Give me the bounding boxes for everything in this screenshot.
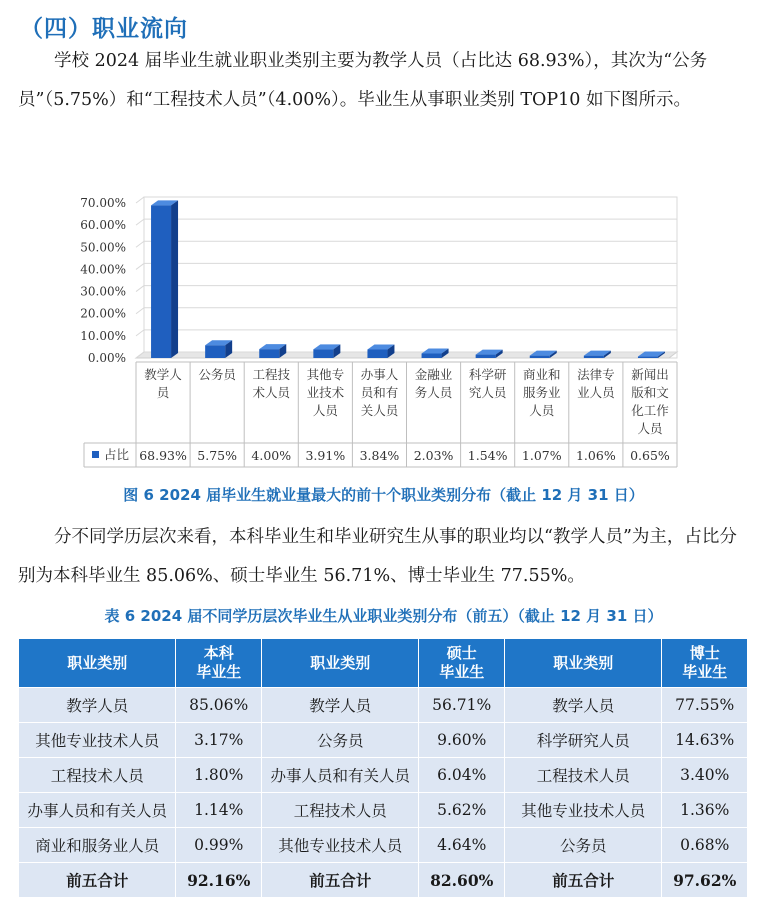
chart-back-wall — [144, 197, 677, 358]
x-category-label: 办事人 — [360, 367, 399, 382]
bar — [313, 349, 333, 358]
table-row — [19, 688, 748, 723]
occupation-cell: 教学人员 — [19, 688, 176, 723]
gridline-side — [136, 286, 144, 292]
bar — [530, 356, 550, 358]
figure-caption: 图 6 2024 届毕业生就业量最大的前十个职业类别分布（截止 12 月 31 日） — [123, 486, 644, 504]
intro-paragraph — [18, 42, 753, 120]
y-tick-label: 20.00% — [80, 306, 126, 321]
percentage-cell: 56.71% — [419, 688, 505, 723]
x-category-label: 教学人 — [144, 367, 182, 382]
occupation-cell: 公务员 — [261, 723, 418, 758]
degree-text: 分不同学历层次来看，本科毕业生和毕业研究生从事的职业均以“教学人员”为主，占比分别为本科毕业生 85.06%、硕士毕业生 56.71%、博士毕业生 77.55%。 — [18, 527, 737, 586]
percentage-cell: 9.60% — [419, 723, 505, 758]
data-value-label: 3.84% — [359, 448, 400, 463]
occupation-cell: 办事人员和有关人员 — [19, 793, 176, 828]
percentage-cell: 14.63% — [662, 723, 748, 758]
bar — [584, 356, 604, 358]
table-header-cell: 博士 毕业生 — [662, 639, 748, 688]
percentage-cell: 85.06% — [176, 688, 262, 723]
bar — [638, 357, 658, 358]
y-tick-label: 0.00% — [87, 351, 126, 365]
table-total-row — [19, 863, 748, 898]
data-value-label: 5.75% — [197, 448, 238, 463]
table-row — [19, 793, 748, 828]
gridline-side — [136, 219, 144, 225]
x-category-label: 科学研 — [468, 367, 507, 382]
degree-paragraph — [18, 518, 753, 596]
x-category-label: 商业和 — [522, 367, 561, 382]
y-tick-label: 40.00% — [80, 262, 126, 277]
occupation-cell: 商业和服务业人员 — [19, 828, 176, 863]
data-value-label: 1.06% — [575, 448, 616, 463]
data-value-label: 0.65% — [630, 448, 670, 463]
gridline-side — [136, 197, 144, 203]
x-category-label: 服务业 — [522, 385, 561, 400]
occupation-cell: 教学人员 — [261, 688, 418, 723]
percentage-cell: 5.62% — [419, 793, 505, 828]
occupation-cell: 工程技术人员 — [261, 793, 418, 828]
occupation-cell: 教学人员 — [504, 688, 661, 723]
percentage-cell: 1.80% — [176, 758, 262, 793]
table-header-cell: 硕士 毕业生 — [419, 639, 505, 688]
x-category-label: 法律专 — [577, 367, 615, 382]
gridline-side — [136, 330, 144, 336]
x-category-label: 员和有 — [360, 385, 399, 400]
x-category-label: 业人员 — [577, 385, 615, 400]
x-category-label: 究人员 — [468, 385, 507, 400]
data-value-label: 68.93% — [139, 448, 187, 463]
table-header-cell: 职业类别 — [504, 639, 661, 688]
percentage-cell: 1.36% — [662, 793, 748, 828]
x-category-label: 新闻出 — [631, 367, 669, 382]
occupation-cell: 工程技术人员 — [19, 758, 176, 793]
occupation-cell: 前五合计 — [504, 863, 661, 898]
occupation-distribution-table — [18, 638, 748, 898]
x-category-label: 人员 — [312, 403, 338, 418]
table-header-cell: 本科 毕业生 — [176, 639, 262, 688]
y-tick-label: 30.00% — [80, 284, 126, 299]
percentage-cell: 92.16% — [176, 863, 262, 898]
table-caption: 表 6 2024 届不同学历层次毕业生从业职业类别分布（前五）（截止 12 月 31 日） — [104, 607, 663, 625]
bar — [259, 349, 279, 358]
bar-side — [171, 200, 178, 358]
x-category-label: 员 — [156, 385, 170, 400]
percentage-cell: 97.62% — [662, 863, 748, 898]
bar — [422, 354, 442, 358]
percentage-cell: 77.55% — [662, 688, 748, 723]
x-category-label: 业技术 — [306, 385, 345, 400]
percentage-cell: 3.17% — [176, 723, 262, 758]
y-tick-label: 10.00% — [80, 328, 126, 343]
bar — [367, 349, 387, 358]
occupation-cell: 其他专业技术人员 — [504, 793, 661, 828]
section-title: （四）职业流向 — [20, 16, 188, 42]
gridline-side — [136, 308, 144, 314]
percentage-cell: 4.64% — [419, 828, 505, 863]
table-row — [19, 723, 748, 758]
x-category-label: 版和文 — [631, 385, 669, 400]
x-category-label: 工程技 — [252, 367, 291, 382]
table-header-row — [19, 639, 748, 688]
data-value-label: 1.07% — [521, 448, 562, 463]
percentage-cell: 6.04% — [419, 758, 505, 793]
x-category-label: 其他专 — [306, 367, 345, 382]
legend-label: 占比 — [104, 447, 130, 462]
x-category-label: 人员 — [529, 403, 555, 418]
x-category-label: 务人员 — [414, 385, 453, 400]
table-row — [19, 828, 748, 863]
y-tick-label: 50.00% — [80, 240, 126, 255]
occupation-cell: 公务员 — [504, 828, 661, 863]
x-category-label: 公务员 — [198, 367, 236, 382]
bar — [205, 345, 225, 358]
table-header-cell: 职业类别 — [19, 639, 176, 688]
gridline-side — [136, 241, 144, 247]
percentage-cell: 0.68% — [662, 828, 748, 863]
data-value-label: 4.00% — [251, 448, 292, 463]
percentage-cell: 1.14% — [176, 793, 262, 828]
y-tick-label: 60.00% — [80, 218, 126, 233]
occupation-cell: 前五合计 — [19, 863, 176, 898]
percentage-cell: 82.60% — [419, 863, 505, 898]
chart-svg — [80, 185, 680, 470]
percentage-cell: 0.99% — [176, 828, 262, 863]
occupation-cell: 其他专业技术人员 — [19, 723, 176, 758]
occupation-cell: 工程技术人员 — [504, 758, 661, 793]
occupation-cell: 其他专业技术人员 — [261, 828, 418, 863]
occupation-cell: 前五合计 — [261, 863, 418, 898]
occupation-cell: 办事人员和有关人员 — [261, 758, 418, 793]
legend-swatch — [92, 451, 99, 458]
x-category-label: 关人员 — [360, 403, 399, 418]
percentage-cell: 3.40% — [662, 758, 748, 793]
occupation-bar-chart — [80, 185, 680, 470]
data-value-label: 3.91% — [305, 448, 346, 463]
gridline-side — [136, 263, 144, 269]
bar — [151, 205, 171, 358]
data-value-label: 2.03% — [413, 448, 454, 463]
x-category-label: 术人员 — [252, 385, 291, 400]
x-category-label: 化工作 — [631, 403, 669, 418]
bar — [476, 355, 496, 358]
data-value-label: 1.54% — [467, 448, 508, 463]
table-header-cell: 职业类别 — [261, 639, 418, 688]
y-tick-label: 70.00% — [80, 196, 126, 210]
x-category-label: 人员 — [637, 421, 663, 436]
intro-text: 学校 2024 届毕业生就业职业类别主要为教学人员（占比达 68.93%），其次为“公务员”（5.75%）和“工程技术人员”（4.00%）。毕业生从事职业类别 TOP10 如下图所示。 — [18, 51, 708, 110]
x-category-label: 金融业 — [414, 367, 453, 382]
table-row — [19, 758, 748, 793]
occupation-cell: 科学研究人员 — [504, 723, 661, 758]
